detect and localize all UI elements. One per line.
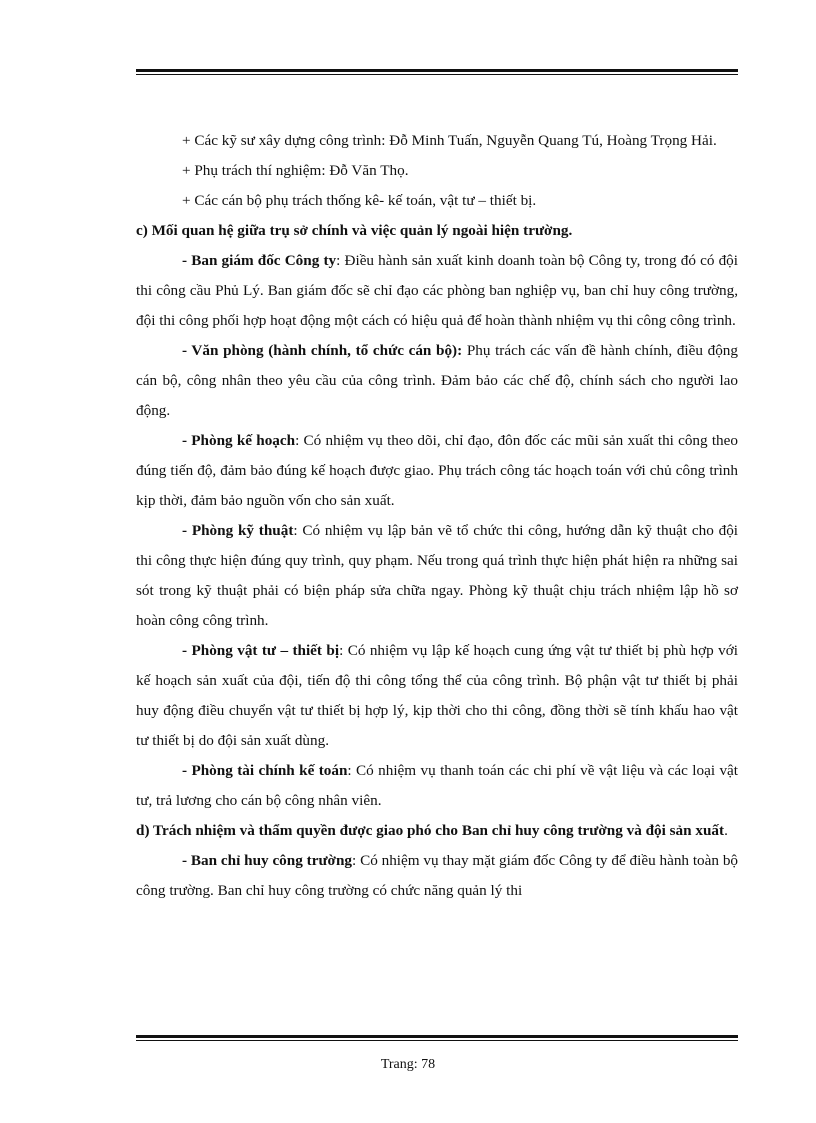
director-board-paragraph [136,246,738,336]
office-paragraph [136,336,738,426]
materials-label: - Phòng vật tư – thiết bị [182,642,340,659]
planning-text: : Có nhiệm vụ theo dõi, chỉ đạo, đôn đốc các mũi sản xuất thi công theo đúng tiến độ, đảm bảo đúng kế hoạch được giao. Phụ trách công tác hoạch toán với chủ công trình kịp thời, đảm bảo nguồn vốn cho sản xuất. [136,432,738,509]
section-d-heading-end: . [724,822,728,839]
site-command-paragraph [136,846,738,906]
section-c-heading: c) Mối quan hệ giữa trụ sở chính và việc quản lý ngoài hiện trường. [136,222,573,239]
planning-label: - Phòng kế hoạch [182,432,296,449]
staff-paragraph: + Các cán bộ phụ trách thống kê- kế toán, vật tư – thiết bị. [182,192,537,209]
section-d-heading-text: d) Trách nhiệm và thẩm quyền được giao phó cho Ban chỉ huy công trường và đội sản xuất [136,822,725,839]
page-content [136,126,738,906]
header-rule [136,69,738,75]
office-text: Phụ trách các vấn đề hành chính, điều động cán bộ, công nhân theo yêu cầu của công trình. Đảm bảo các chế độ, chính sách cho người lao động. [136,342,738,419]
site-command-text: : Có nhiệm vụ thay mặt giám đốc Công ty để điều hành toàn bộ công trường. Ban chỉ huy công trường có chức năng quản lý thi [136,852,739,899]
finance-label: - Phòng tài chính kế toán [182,762,348,779]
technical-paragraph [136,516,738,636]
technical-label: - Phòng kỹ thuật [182,522,294,539]
footer-rule [136,1035,738,1041]
site-command-label: - Ban chỉ huy công trường [182,852,353,869]
page-number: Trang: 78 [380,1057,436,1072]
materials-text: : Có nhiệm vụ lập kế hoạch cung ứng vật tư thiết bị phù hợp với kế hoạch sản xuất của đội, tiến độ thi công tổng thể của công trình. Bộ phận vật tư thiết bị phải huy động điều chuyển vật tư thiết bị hợp lý, kịp thời cho thi công, đồng thời sẽ tính khấu hao vật tư thiết bị do đội sản xuất dùng. [136,642,738,749]
director-board-label: - Ban giám đốc Công ty [182,252,337,269]
finance-text: : Có nhiệm vụ thanh toán các chi phí về vật liệu và các loại vật tư, trả lương cho cán bộ công nhân viên. [136,762,738,809]
materials-paragraph [136,636,738,756]
finance-paragraph [136,756,738,816]
planning-paragraph [136,426,738,516]
engineers-paragraph: + Các kỹ sư xây dựng công trình: Đỗ Minh Tuấn, Nguyễn Quang Tú, Hoàng Trọng Hải. [182,132,717,149]
director-board-text: : Điều hành sản xuất kinh doanh toàn bộ Công ty, trong đó có đội thi công cầu Phủ Lý. Ban giám đốc sẽ chỉ đạo các phòng ban nghiệp vụ, ban chỉ huy công trường, đội thi công phối hợp hoạt động một cách có hiệu quả để hoàn thành nhiệm vụ thi công công trình. [136,252,738,329]
testing-paragraph: + Phụ trách thí nghiệm: Đỗ Văn Thọ. [182,162,409,179]
section-d-heading [136,816,738,846]
office-label: - Văn phòng (hành chính, tổ chức cán bộ): [182,342,463,359]
technical-text: : Có nhiệm vụ lập bản vẽ tổ chức thi công, hướng dẫn kỹ thuật cho đội thi công thực hiện đúng quy trình, quy phạm. Nếu trong quá trình thực hiện phát hiện ra những sai sót trong kỹ thuật phải có biện pháp sửa chữa ngay. Phòng kỹ thuật chịu trách nhiệm lập hồ sơ hoàn công công trình. [136,522,739,629]
